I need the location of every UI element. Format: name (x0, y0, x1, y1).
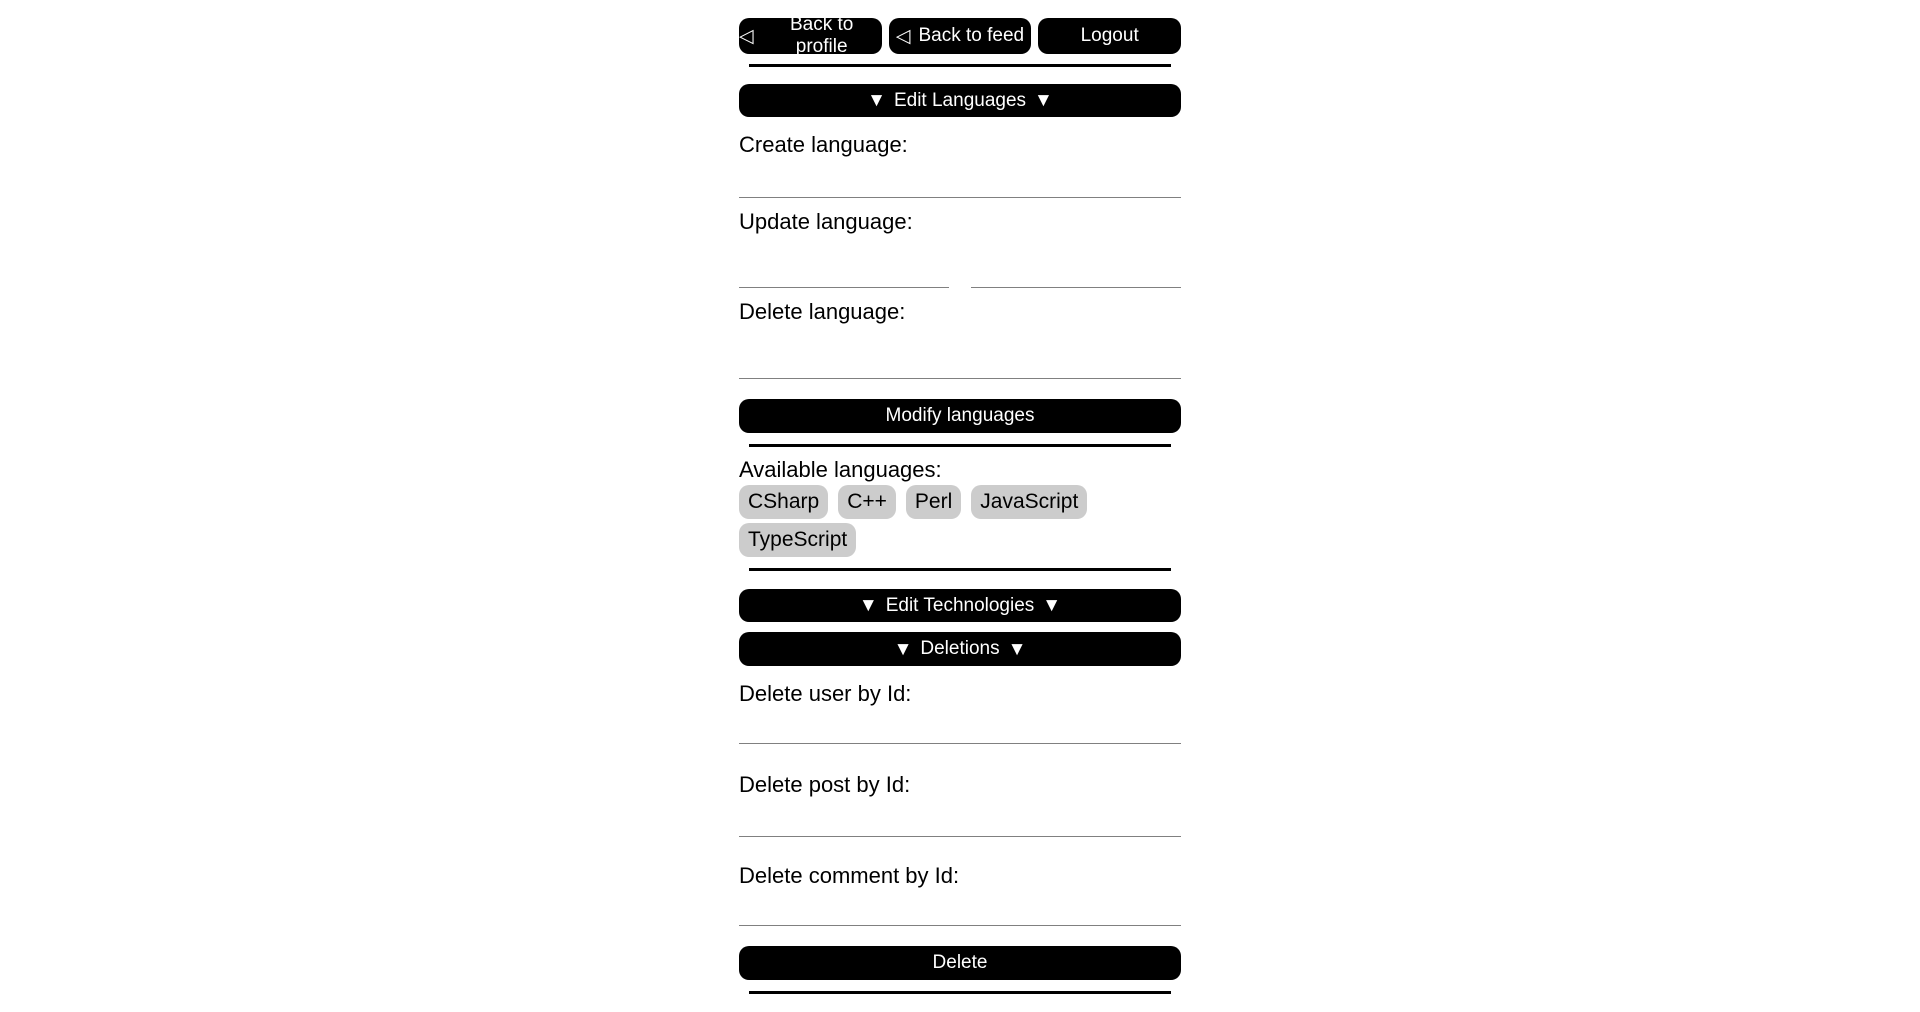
delete-button-label: Delete (932, 952, 988, 973)
logout-label: Logout (1080, 25, 1139, 46)
edit-languages-toggle-label: Edit Languages (893, 89, 1027, 111)
delete-comment-id-label: Delete comment by Id: (739, 863, 960, 888)
back-icon: ◁ (739, 25, 754, 47)
edit-languages-toggle[interactable] (739, 84, 1181, 117)
divider (749, 64, 1171, 67)
delete-button[interactable] (739, 946, 1181, 980)
delete-post-id-input[interactable] (739, 798, 1181, 837)
chevron-down-icon: ▼ (893, 638, 913, 660)
edit-technologies-toggle[interactable] (739, 589, 1181, 622)
divider (749, 444, 1171, 447)
chevron-down-icon: ▼ (1042, 595, 1062, 616)
deletions-toggle-label: Deletions (920, 638, 1000, 659)
delete-language-label: Delete language: (739, 299, 906, 324)
back-icon: ◁ (895, 25, 911, 47)
chevron-down-icon: ▼ (858, 595, 878, 616)
create-language-input[interactable] (739, 158, 1181, 198)
delete-user-id-label: Delete user by Id: (739, 681, 912, 706)
deletions-toggle[interactable] (739, 632, 1181, 666)
language-tag: JavaScript (971, 485, 1087, 519)
chevron-down-icon: ▼ (1007, 638, 1027, 660)
back-to-profile-button[interactable] (739, 14, 882, 57)
divider (749, 568, 1171, 571)
back-to-feed-label: Back to feed (918, 25, 1025, 46)
edit-technologies-toggle-label: Edit Technologies (885, 594, 1035, 616)
language-tag: CSharp (739, 485, 828, 519)
chevron-down-icon: ▼ (867, 90, 886, 111)
logout-button[interactable] (1038, 18, 1181, 54)
back-to-profile-label: Back to profile (789, 14, 854, 57)
toolbar (739, 14, 1181, 57)
language-tag: TypeScript (739, 523, 856, 557)
language-tag: C++ (838, 485, 896, 519)
update-language-inputs (739, 235, 1181, 288)
delete-language-input[interactable] (739, 325, 1181, 379)
delete-comment-id-input[interactable] (739, 889, 1181, 926)
update-language-input-2[interactable] (971, 235, 1181, 288)
modify-languages-label: Modify languages (885, 405, 1035, 426)
available-languages-list (739, 485, 1181, 557)
delete-user-id-input[interactable] (739, 707, 1181, 744)
available-languages-label: Available languages: (739, 457, 942, 482)
modify-languages-button[interactable] (739, 399, 1181, 433)
divider (749, 991, 1171, 994)
update-language-input-1[interactable] (739, 235, 949, 288)
language-tag: Perl (906, 485, 961, 519)
delete-post-id-label: Delete post by Id: (739, 772, 911, 797)
create-language-label: Create language: (739, 132, 908, 157)
chevron-down-icon: ▼ (1034, 90, 1053, 111)
update-language-label: Update language: (739, 209, 913, 234)
content-column (739, 0, 1181, 994)
back-to-feed-button[interactable] (889, 18, 1032, 54)
